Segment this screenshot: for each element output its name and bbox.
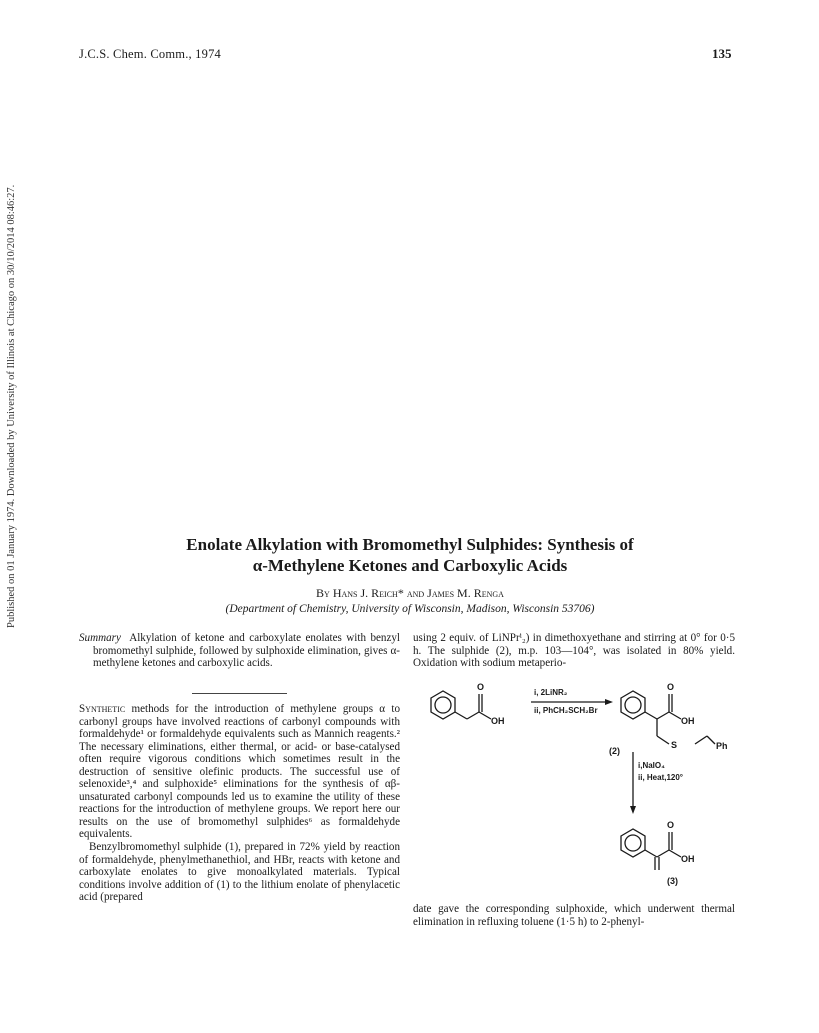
phenylacetic-acid-structure bbox=[431, 691, 491, 719]
p3-hydroxyl: OH bbox=[681, 854, 695, 864]
sm-hydroxyl: OH bbox=[491, 716, 505, 726]
compound-label-3: (3) bbox=[667, 876, 678, 886]
p2-hydroxyl: OH bbox=[681, 716, 695, 726]
paragraph-2: Benzylbromomethyl sulphide (1), prepared in 72% yield by reaction of formaldehyde, phenylmethanethiol, and HBr, reacts with ketone and carboxylate enolates to give monoalkylated materials. Typical conditions involve addition of (1) to the lithium enolate of phenylacetic acid (prepared bbox=[79, 841, 400, 904]
summary-block bbox=[79, 632, 400, 670]
title-line-2: α-Methylene Ketones and Carboxylic Acids bbox=[252, 556, 568, 575]
p2-carbonyl-o: O bbox=[667, 682, 675, 692]
authors: By Hans J. Reich* and James M. Renga bbox=[316, 586, 504, 600]
step2-reagent-ii: ii, Heat,120° bbox=[638, 773, 683, 782]
step1-reagent-ii: ii, PhCH₂SCH₂Br bbox=[534, 706, 598, 715]
p2-phenyl: Ph bbox=[716, 741, 728, 751]
summary-text: Alkylation of ketone and carboxylate enolates with benzyl bromomethyl sulphide, followed by sulphoxide elimination, gives α-methylene ketones and carboxylic acids. bbox=[93, 632, 401, 670]
section-divider bbox=[192, 693, 287, 694]
sulphide-2-structure bbox=[621, 691, 715, 744]
right-column-top: using 2 equiv. of LiNPrⁱ₂) in dimethoxyethane and stirring at 0° for 0·5 h. The sulphide (2), m.p. 103—104°, was isolated in 80% yield. Oxidation with sodium metaperio- bbox=[413, 632, 735, 670]
acrylic-acid-3-structure bbox=[621, 829, 681, 870]
p3-carbonyl-o: O bbox=[667, 820, 675, 830]
sm-carbonyl-o: O bbox=[477, 682, 485, 692]
journal-header: J.C.S. Chem. Comm., 1974 bbox=[79, 47, 221, 61]
page-number: 135 bbox=[712, 46, 732, 61]
affiliation: (Department of Chemistry, University of Wisconsin, Madison, Wisconsin 53706) bbox=[225, 603, 595, 615]
reaction-scheme bbox=[413, 678, 735, 898]
right-column-bottom: date gave the corresponding sulphoxide, which underwent thermal elimination in refluxing toluene (1·5 h) to 2-phenyl- bbox=[413, 903, 735, 928]
download-notice: Published on 01 January 1974. Downloaded by University of Illinois at Chicago on 30/10/2014 08:46:27. bbox=[6, 184, 17, 628]
compound-label-2: (2) bbox=[609, 746, 620, 756]
p2-sulfur: S bbox=[671, 740, 678, 750]
step1-reagent-i: i, 2LiNR₂ bbox=[534, 688, 568, 697]
paragraph-1: Synthetic methods for the introduction of methylene groups α to carbonyl groups have involved reactions of carbonyl compounds with formaldehyde¹ or formaldehyde equivalents such as Mannich reagents.² The necessary eliminations, either thermal, or acid- or base-catalysed often require vigorous conditions which sometimes result in the destruction of sensitive olefinic products. The successful use of selenoxide³,⁴ and sulphoxide⁵ eliminations for the synthesis of αβ-unsaturated carbonyl compounds led us to examine the utility of these reactions for the introduction of methylene groups. We report here our results on the use of bromomethyl sulphides⁶ as formaldehyde equivalents. bbox=[79, 703, 400, 841]
step2-reagent-i: i,NaIO₄ bbox=[638, 761, 665, 770]
summary-label: Summary bbox=[79, 632, 121, 644]
left-column-body bbox=[79, 703, 400, 904]
article-title bbox=[60, 534, 760, 576]
title-line-1: Enolate Alkylation with Bromomethyl Sulphides: Synthesis of bbox=[186, 535, 634, 554]
lead-word: Synthetic bbox=[79, 703, 126, 715]
